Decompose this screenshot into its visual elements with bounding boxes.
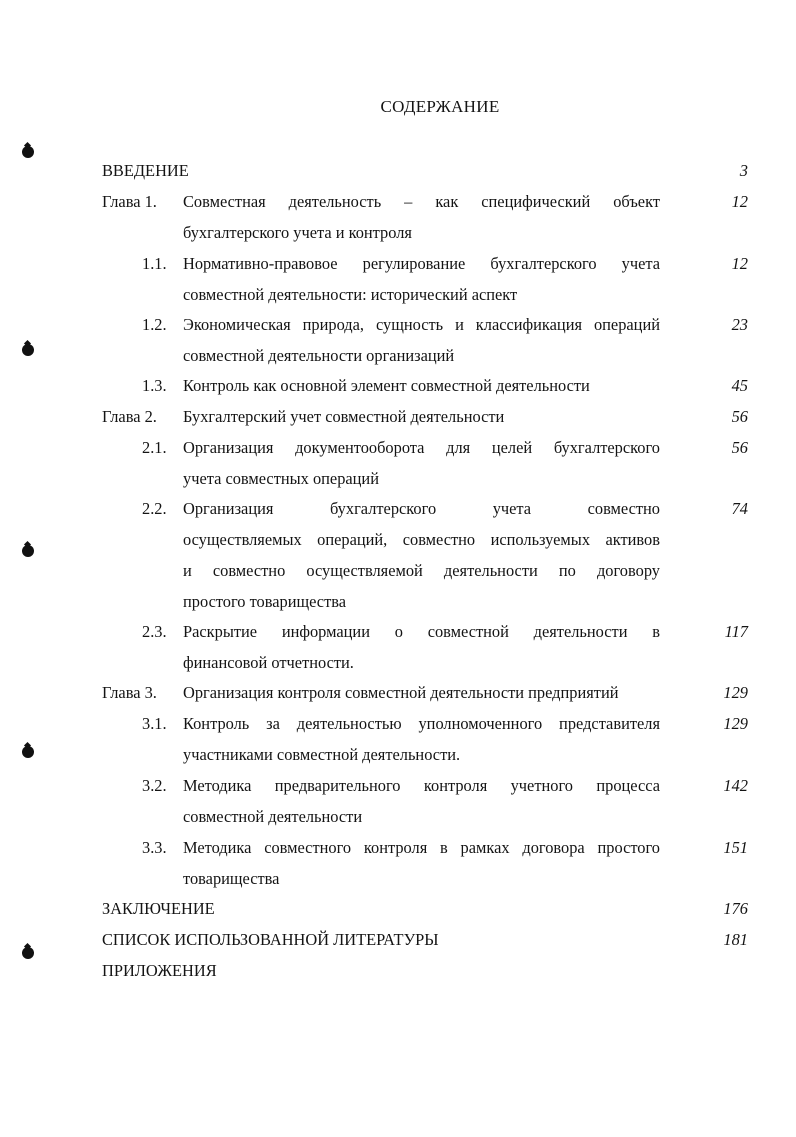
entry-page: 12: [731, 192, 748, 211]
entry-title: Нормативно-правовое регулирование бухгалтерского учета совместной деятельности: исторический аспект: [183, 254, 660, 304]
entry-label: Глава 1.: [102, 192, 157, 211]
punch-mark-icon: [22, 947, 34, 959]
entry-page: 129: [723, 714, 748, 733]
entry-page: 129: [723, 683, 748, 702]
entry-label: СПИСОК ИСПОЛЬЗОВАННОЙ ЛИТЕРАТУРЫ: [102, 930, 439, 949]
entry-label: 1.1.: [142, 254, 167, 273]
punch-mark-icon: [22, 344, 34, 356]
entry-title: Совместная деятельность – как специфический объект бухгалтерского учета и контроля: [183, 192, 660, 242]
entry-page: 3: [739, 161, 748, 180]
entry-page: 56: [731, 407, 748, 426]
entry-label: ЗАКЛЮЧЕНИЕ: [102, 899, 215, 918]
page-title: СОДЕРЖАНИЕ: [380, 97, 500, 116]
entry-title: Методика предварительного контроля учетного процесса совместной деятельности: [183, 776, 660, 826]
entry-label: 1.2.: [142, 315, 167, 334]
punch-mark-icon: [22, 146, 34, 158]
entry-title: Методика совместного контроля в рамках договора простого товарищества: [183, 838, 660, 888]
entry-title: Контроль как основной элемент совместной деятельности: [183, 376, 590, 395]
entry-title: Раскрытие информации о совместной деятельности в финансовой отчетности.: [183, 622, 660, 672]
punch-mark-icon: [22, 545, 34, 557]
entry-label: 1.3.: [142, 376, 167, 395]
entry-label: 2.2.: [142, 499, 167, 518]
entry-label: 3.1.: [142, 714, 167, 733]
entry-title: Бухгалтерский учет совместной деятельности: [183, 407, 505, 426]
entry-label: 2.3.: [142, 622, 167, 641]
entry-page: 176: [723, 899, 748, 918]
entry-page: 142: [723, 776, 748, 795]
entry-page: 74: [731, 499, 748, 518]
entry-page: 117: [724, 622, 748, 641]
entry-label: ВВЕДЕНИЕ: [102, 161, 189, 180]
entry-page: 151: [723, 838, 748, 857]
entry-label: 3.2.: [142, 776, 167, 795]
entry-label: Глава 3.: [102, 683, 157, 702]
entry-title: Контроль за деятельностью уполномоченного представителя участниками совместной деятельности.: [183, 714, 660, 764]
entry-page: 56: [731, 438, 748, 457]
entry-label: 2.1.: [142, 438, 167, 457]
entry-page: 45: [731, 376, 748, 395]
entry-page: 23: [731, 315, 748, 334]
entry-page: 12: [731, 254, 748, 273]
entry-label: 3.3.: [142, 838, 167, 857]
entry-label: Глава 2.: [102, 407, 157, 426]
entry-title: Организация документооборота для целей бухгалтерского учета совместных операций: [183, 438, 660, 488]
entry-title: Организация контроля совместной деятельности предприятий: [183, 683, 619, 702]
entry-label: ПРИЛОЖЕНИЯ: [102, 961, 217, 980]
entry-title: Организация бухгалтерского учета совместно осуществляемых операций, совместно используемых активов и совместно осуществляемой деятельности по договору простого товарищества: [183, 499, 660, 611]
entry-page: 181: [723, 930, 748, 949]
punch-mark-icon: [22, 746, 34, 758]
entry-title: Экономическая природа, сущность и классификация операций совместной деятельности организаций: [183, 315, 660, 365]
